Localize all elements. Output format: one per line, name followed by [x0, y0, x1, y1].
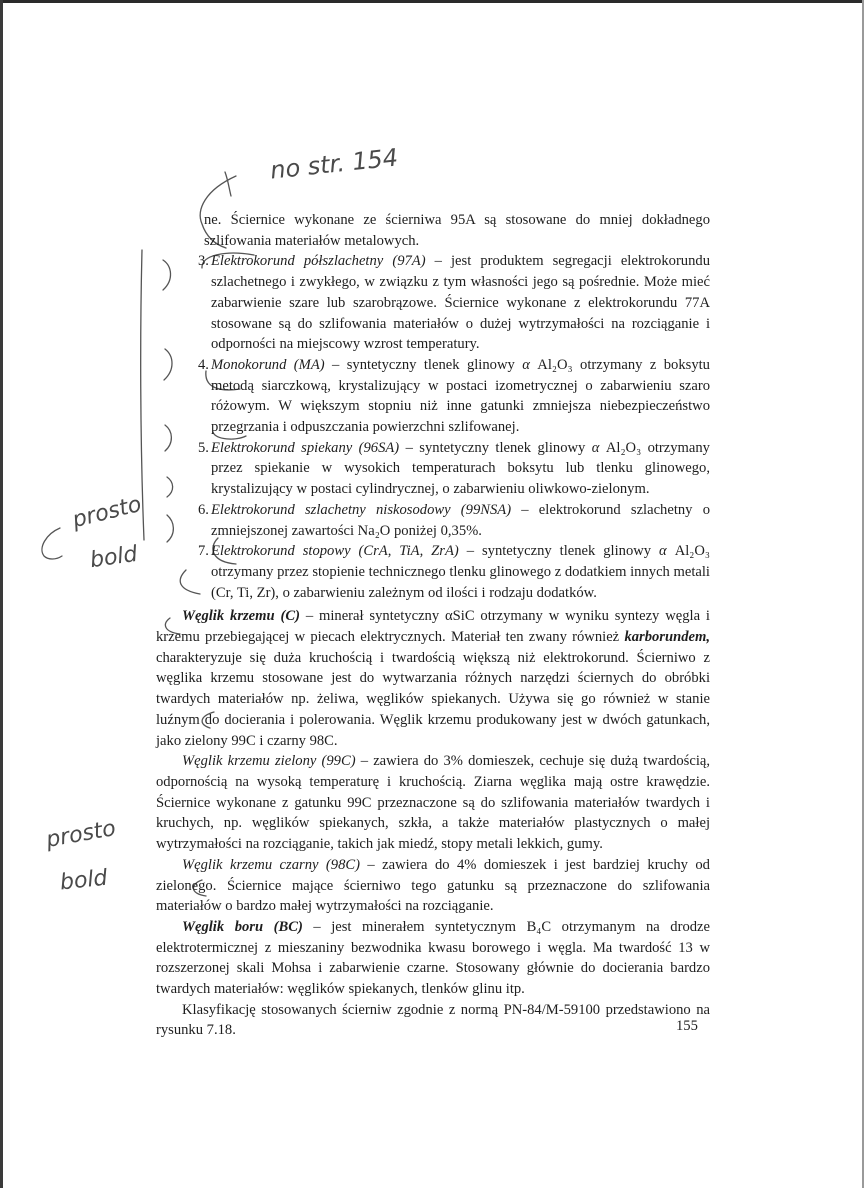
alpha-symbol: α	[522, 356, 530, 373]
boron-carbide-term: Węglik boru (BC)	[182, 918, 303, 935]
list-item-5	[198, 438, 710, 500]
list-item-4	[198, 355, 710, 438]
item-term: Elektrokorund stopowy (CrA, TiA, ZrA)	[211, 543, 459, 560]
scan-edge-top	[0, 0, 864, 3]
black-sic-text: – zawiera do 4% domieszek i jest bardziej kruchy od zielonego. Ściernice mające ścierniwo tego gatunku są przeznaczone do szlifowania materiałów o bardzo małej wytrzymałości na rozciąganie.	[156, 856, 710, 915]
boron-carbide-formula: B₄C	[526, 918, 552, 935]
chemical-formula: Al₂O₃	[674, 543, 710, 560]
item-text: – syntetyczny tlenek glinowy	[399, 439, 592, 456]
paren-item5	[165, 425, 171, 451]
paren-item6	[167, 477, 173, 497]
chemical-formula: Al₂O₃	[605, 439, 642, 456]
item-number: 7.	[198, 543, 209, 560]
scan-edge-left	[0, 0, 3, 1188]
page-number: 155	[676, 1018, 698, 1034]
black-sic-term: Węglik krzemu czarny (98C)	[182, 856, 360, 873]
paren-item4	[164, 349, 172, 380]
green-sic-text: – zawiera do 3% domieszek, cechuje się dużą twardością, odpornością na wysoką temperaturę i kruchością. Ziarna węglika mają ostre krawędzie. Ściernice wykonane z gatunku 99C przeznaczone są do szlifowania materiałów twardych i kruchych, np. węglików spiekanych, szkła, a także materiałów plastycznych o małej wytrzymałości na rozciąganie, takich jak miedź, stopy metali lekkich, gumy.	[156, 753, 711, 853]
sic-text: – minerał syntetyczny αSiC otrzymany w wyniku syntezy węgla i krzemu przebiegającej w piecach elektrycznych. Materiał ten zwany również	[156, 608, 710, 646]
black-sic-paragraph	[156, 855, 710, 917]
margin-vertical-line	[141, 250, 144, 540]
handwritten-top-note: no str. 154	[268, 143, 400, 185]
handwritten-margin-note-1-line2: bold	[88, 541, 140, 574]
green-sic-paragraph	[156, 751, 710, 855]
paren-item7	[167, 515, 173, 542]
alpha-symbol: α	[591, 439, 600, 456]
item-number: 3.	[198, 253, 209, 270]
list-item-6	[198, 500, 710, 541]
item-number: 6.	[198, 501, 209, 518]
item-term: Monokorund (MA)	[211, 356, 325, 373]
item-term: Elektrokorund spiekany (96SA)	[211, 439, 400, 456]
boron-carbide-text-continued: otrzymanym na drodze elektrotermicznej z mieszaniny bezwodnika kwasu borowego i węgla. Ma twardość 13 w rozszerzonej skali Mohsa i zabarwienie czarne. Stosowany głównie do docierania bardzo twardych materiałów: węglików spiekanych, tlenków glinu itp.	[156, 918, 711, 998]
top-bracket-tick	[225, 172, 231, 196]
margin-bracket-1	[42, 528, 62, 559]
alpha-symbol: α	[659, 543, 667, 560]
handwritten-margin-note-2-line1: prosto	[44, 816, 118, 853]
sic-term: Węglik krzemu (C)	[182, 608, 300, 625]
item-text: – jest produktem segregacji elektrokorundu szlachetnego i zwykłego, w związku z tym własności jego są pośrednie. Może mieć zabarwienie szare lub szarobrązowe. Ściernice wykonane z elektrokorundu 77A stosowane są do szlifowania materiałów o dużej wytrzymałości na rozciąganie i odporności na miejscowy wzrost temperatury.	[211, 253, 710, 353]
list-item-7	[198, 541, 710, 603]
boron-carbide-text: – jest minerałem syntetycznym	[302, 918, 527, 935]
item-number: 4.	[198, 356, 209, 373]
item-text-continued: otrzymany z boksytu metodą siarczkową, krystalizujący w postaci izometrycznej o zabarwieniu szaro różowym. W większym stopniu niż inne gatunki zmniejsza niebezpieczeństwo przegrzania i odpuszczania powierzchni szlifowanej.	[211, 356, 710, 436]
item-text-continued: otrzymany przez stopienie technicznego tlenku glinowego z dodatkiem innych metali (Cr, Ti, Zr), o zabarwieniu zależnym od ilości i rodzaju dodatków.	[211, 563, 710, 601]
item-text: – syntetyczny tlenek glinowy	[324, 356, 523, 373]
item-term: Elektrokorund szlachetny niskosodowy (99NSA)	[211, 501, 512, 518]
sic-paragraph	[156, 606, 710, 751]
handwritten-margin-note-1-line1: prosto	[70, 491, 145, 534]
item-number: 5.	[198, 439, 209, 456]
handwritten-margin-note-2-line2: bold	[58, 865, 109, 896]
document-body	[156, 210, 711, 1041]
chemical-formula: Al₂O₃	[537, 356, 573, 373]
boron-carbide-paragraph	[156, 917, 710, 1000]
item-text: – syntetyczny tlenek glinowy	[458, 543, 660, 560]
green-sic-term: Węglik krzemu zielony (99C)	[182, 753, 356, 770]
item-term: Elektrokorund półszlachetny (97A)	[211, 253, 426, 270]
sic-text-continued: charakteryzuje się duża kruchością i twardością większą niż elektrokorund. Ścierniwo z węglika krzemu stosowane jest do wytwarzania różnych narzędzi ściernych do obróbki twardych materiałów np. żeliwa, węglików spiekanych. Używa się go również w stanie luźnym do docierania i polerowania. Węglik krzemu produkowany jest w dwóch gatunkach, jako zielony 99C i czarny 98C.	[156, 649, 710, 749]
paren-item3	[163, 260, 171, 290]
continuation-paragraph: ne. Ściernice wykonane ze ścierniwa 95A są stosowane do mniej dokładnego szlifowania materiałów metalowych.	[204, 212, 710, 249]
classification-paragraph: Klasyfikację stosowanych ścierniw zgodnie z normą PN-84/M-59100 przedstawiono na rysunku 7.18.	[156, 1001, 710, 1039]
list-item-3	[198, 251, 710, 355]
item-text: – elektrokorund szlachetny o zmniejszonej zawartości Na₂O poniżej 0,35%.	[211, 501, 710, 539]
karborund-term: karborundem,	[624, 629, 710, 646]
item-text-continued: otrzymany przez spiekanie w wysokich temperaturach boksytu lub tlenku glinowego, krystalizujący w postaci cylindrycznej, o zabarwieniu oliwkowo-zielonym.	[211, 439, 710, 498]
